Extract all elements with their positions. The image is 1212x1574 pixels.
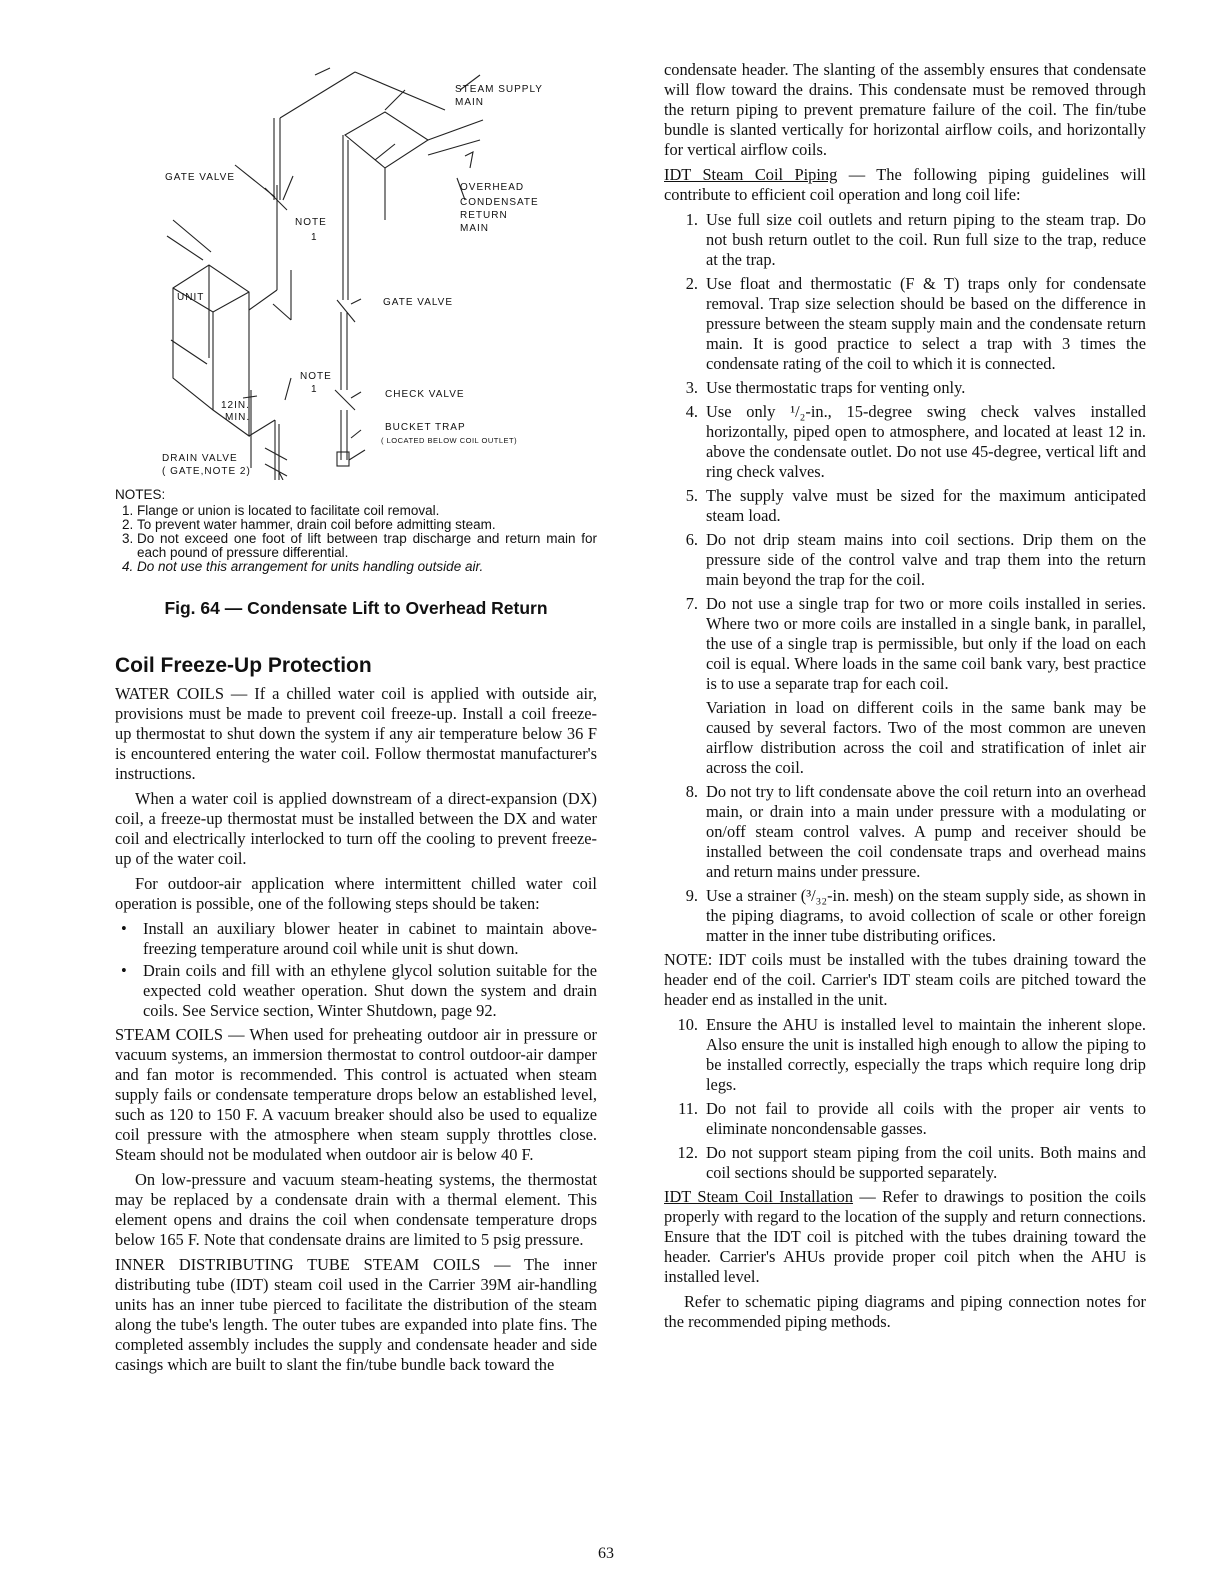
note-2: 2. To prevent water hammer, drain coil before admitting steam. [137,518,597,532]
condensate-lift-diagram [115,60,597,480]
final-paragraph: Refer to schematic piping diagrams and piping connection notes for the recommended piping methods. [664,1292,1146,1331]
list-item: 7. Do not use a single trap for two or more coils installed in series. Where two or more coils are installed in a single bank, in parallel, the use of a single trap is permissible, but only if the load on each coil is equal. Where loads in the same coil bank vary, best practice is to use a separate trap for each coil. Variation in load on different coils in the same bank may be caused by several factors. Two of the most common are uneven airflow distribution across the coil and stratification of inlet air across the coil. [685,594,1146,777]
list-item: 11. Do not fail to provide all coils with the proper air vents to eliminate noncondensable gasses. [678,1099,1146,1138]
label-gate-valve-mid: GATE VALVE [383,297,454,308]
piping-guidelines-list [664,210,1146,946]
note-1: 1. Flange or union is located to facilitate coil removal. [137,504,597,518]
piping-intro-paragraph: IDT Steam Coil Piping — The following piping guidelines will contribute to efficient coil operation and long coil life: [664,165,1146,204]
list-item-subparagraph: Variation in load on different coils in the same bank may be caused by several factors. Two of the most common are uneven airflow distribution across the coil and stratification of inlet air across the coil. [706,698,1146,777]
label-located-below: ( LOCATED BELOW COIL OUTLET) [381,436,518,445]
label-main-2: MAIN [460,223,489,234]
label-steam-supply: STEAM SUPPLY [455,84,543,95]
label-note-top: NOTE [295,217,327,228]
left-body-text [115,684,597,1380]
label-min: MIN. [225,412,251,423]
note-3: 3. Do not exceed one foot of lift between trap discharge and return main for each pound of pressure differential. [137,532,597,560]
list-item: 4. Use only ¹/₂-in., 15-degree swing check valves installed horizontally, piped open to atmosphere, and located at least 12 in. above the condensate outlet. Do not use 45-degree, vertical lift and ring check valves. [685,402,1146,481]
label-main: MAIN [455,97,484,108]
label-note-top-number: 1 [311,232,318,243]
list-item: 10. Ensure the AHU is installed level to maintain the inherent slope. Also ensure the unit is installed high enough to allow the piping to be installed correctly, especially the traps which require long drip legs. [677,1015,1146,1094]
label-note-mid-number: 1 [311,384,318,395]
freeze-steps-list [115,919,597,1021]
label-note-mid: NOTE [300,371,332,382]
installation-paragraph: IDT Steam Coil Installation — Refer to drawings to position the coils properly with regard to the location of the supply and return connections. Ensure that the IDT coil is pitched with the tubes draining toward the header. Carrier's AHUs provide proper coil pitch when the AHU is installed level. [664,1187,1146,1286]
bullet-icon: • [121,919,127,938]
label-unit: UNIT [177,292,205,303]
label-12-in: 12IN. [221,400,250,411]
note-4: 4. Do not use this arrangement for units handling outside air. [137,560,597,574]
list-item: 3. Use thermostatic traps for venting only. [685,378,966,397]
label-overhead: OVERHEAD [460,182,525,193]
steam-coils-paragraph-2: On low-pressure and vacuum steam-heating systems, the thermostat may be replaced by a condensate drain with a thermal element. This element opens and drains the coil when condensate temperature drops below 165 F. Note that condensate drains are limited to 5 psig pressure. [115,1170,597,1249]
right-column [664,60,1146,1337]
water-coils-paragraph-1: WATER COILS — If a chilled water coil is applied with outside air, provisions must be made to prevent coil freeze-up. Install a coil freeze-up thermostat to shut down the system if any air temperature below 36 F is encountered entering the water coil. Follow thermostat manufacturer's instructions. [115,684,597,783]
water-coils-paragraph-3: For outdoor-air application where intermittent chilled water coil operation is possible, one of the following steps should be taken: [115,874,597,913]
list-item: 6. Do not drip steam mains into coil sections. Drip them on the pressure side of the control valve and trap them into the return main beyond the trap for the coil. [685,530,1146,589]
list-item: 2. Use float and thermostatic (F & T) traps only for condensate removal. Trap size selection should be based on the difference in pressure between the steam supply main and the condensate return main. It is good practice to select a trap with 3 times the condensate rating of the coil to which it is connected. [685,274,1146,373]
list-item: • Install an auxiliary blower heater in cabinet to maintain above-freezing temperature around coil while unit is shut down. [121,919,597,958]
page-number: 63 [598,1545,614,1562]
bullet-icon: • [121,961,127,980]
continued-paragraph: condensate header. The slanting of the assembly ensures that condensate will flow toward the drains. This condensate must be removed through the return piping to prevent premature failure of the coil. The fin/tube bundle is slanted vertically for horizontal airflow coils, and horizontally for vertical airflow coils. [664,60,1146,159]
section-title: Coil Freeze-Up Protection [115,654,372,677]
piping-heading: IDT Steam Coil Piping [664,165,838,184]
label-check-valve: CHECK VALVE [385,389,465,400]
list-item: • Drain coils and fill with an ethylene glycol solution suitable for the expected cold weather operation. Shut down the system and drain coils. See Service section, Winter Shutdown, page 92. [121,961,597,1020]
list-item: 1. Use full size coil outlets and return piping to the steam trap. Do not bush return outlet to the coil. Run full size to the trap, reduce at the trap. [685,210,1146,269]
list-item: 12. Do not support steam piping from the coil units. Both mains and coil sections should be supported separately. [677,1143,1146,1182]
note-paragraph: NOTE: IDT coils must be installed with the tubes draining toward the header end of the coil. Carrier's IDT steam coils are pitched toward the header end as installed in the unit. [664,950,1146,1009]
installation-heading: IDT Steam Coil Installation [664,1187,854,1206]
label-gate-note-2: ( GATE,NOTE 2) [162,466,251,477]
list-item: 9. Use a strainer (³/₃₂-in. mesh) on the steam supply side, as shown in the piping diagrams, to avoid collection of scale or other foreign matter in the inner tube distributing orifices. [685,886,1146,945]
list-item: 5. The supply valve must be sized for the maximum anticipated steam load. [685,486,1146,525]
label-return: RETURN [460,210,508,221]
label-drain-valve: DRAIN VALVE [162,453,238,464]
figure-caption: Fig. 64 — Condensate Lift to Overhead Return [164,598,548,618]
water-coils-paragraph-2: When a water coil is applied downstream of a direct-expansion (DX) coil, a freeze-up thermostat must be installed between the DX and water coil and electrically interlocked to turn off the cooling to prevent freeze-up of the water coil. [115,789,597,868]
idt-paragraph-1: INNER DISTRIBUTING TUBE STEAM COILS — The inner distributing tube (IDT) steam coil used in the Carrier 39M air-handling units has an inner tube pierced to facilitate the distribution of the steam along the tube's length. The outer tubes are expanded into plate fins. The completed assembly includes the supply and condensate header and side casings which are built to slant the fin/tube bundle back toward the [115,1255,597,1374]
steam-coils-paragraph-1: STEAM COILS — When used for preheating outdoor air in pressure or vacuum systems, an immersion thermostat to control outdoor-air damper and fan motor is recommended. This control is actuated when steam supply fails or condensate temperature drops below an established level, such as 120 to 150 F. A vacuum breaker should also be used to equalize coil pressure with the atmosphere when steam supply throttles close. Steam should not be modulated when outdoor air is below 40 F. [115,1025,597,1164]
label-condensate: CONDENSATE [460,197,539,208]
label-gate-valve-top: GATE VALVE [165,172,236,183]
notes-heading: NOTES: [115,487,166,502]
label-bucket-trap: BUCKET TRAP [385,422,466,433]
figure-notes [115,488,597,574]
piping-guidelines-list-continued [664,1015,1146,1183]
list-item: 8. Do not try to lift condensate above the coil return into an overhead main, or drain into a main under pressure with a modulating or on/off steam control valves. A pump and receiver should be installed between the coil condensate traps and overhead mains and return mains under pressure. [685,782,1146,881]
